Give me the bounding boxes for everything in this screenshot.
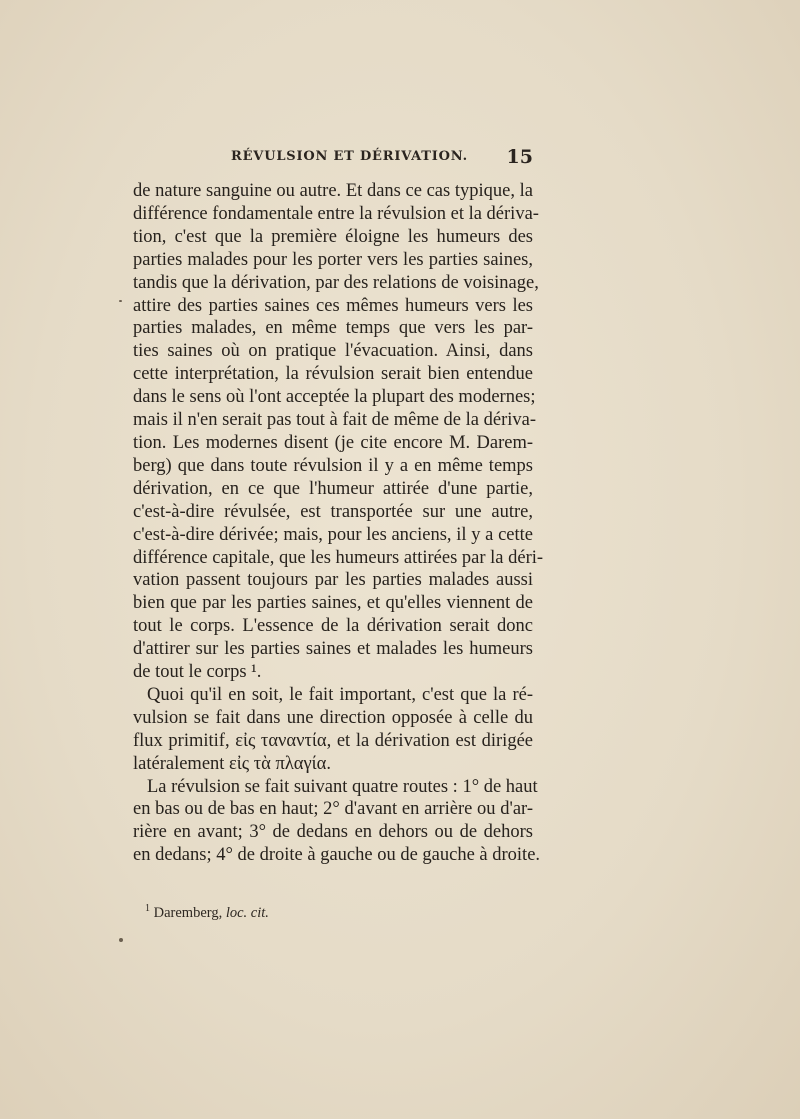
text-line: bien que par les parties saines, et qu'elles viennent de [133,593,533,614]
text-line: mais il n'en serait pas tout à fait de même de la dériva- [133,410,536,431]
footnote-author: Daremberg, [153,904,223,921]
text-line: c'est-à-dire révulsée, est transportée sur une autre, [133,501,533,522]
text-line: parties malades, en même temps que vers les par- [133,318,533,339]
text-line: c'est-à-dire dérivée; mais, pour les anciens, il y a cette [133,524,533,545]
paragraph [133,180,544,684]
text-line: tout le corps. L'essence de la dérivation serait donc [133,616,533,637]
page-header [133,146,533,170]
text-line: différence capitale, que les humeurs attirées par la déri- [133,547,544,568]
text-line: vulsion se fait dans une direction opposée à celle du [133,707,533,728]
text-line: d'attirer sur les parties saines et malades les humeurs [133,639,533,660]
paper-speck [119,938,123,942]
body-text [133,180,544,867]
footnote-reference: loc. cit. [225,904,269,921]
paragraph [133,776,541,868]
text-line: ties saines où on pratique l'évacuation. Ainsi, dans [133,341,533,362]
text-line: vation passent toujours par les parties malades aussi [133,570,533,591]
text-line: parties malades pour les porter vers les parties saines, [133,249,533,270]
text-line: cette interprétation, la révulsion serait bien entendue [133,364,533,385]
text-line: en dedans; 4° de droite à gauche ou de gauche à droite. [133,845,541,866]
paragraph [133,684,533,776]
text-line: de nature sanguine ou autre. Et dans ce cas typique, la [133,181,533,201]
text-line: dérivation, en ce que l'humeur attirée d'une partie, [133,478,533,499]
text-line: tandis que la dérivation, par des relations de voisinage, [133,272,539,293]
text-line: berg) que dans toute révulsion il y a en même temps [133,455,533,476]
text-line: différence fondamentale entre la révulsion et la dériva- [133,203,539,224]
text-line: tion. Les modernes disent (je cite encore M. Darem- [133,432,533,453]
footnote-marker: 1 [145,903,150,914]
text-line: en bas ou de bas en haut; 2° d'avant en arrière ou d'ar- [133,799,533,820]
page-number: 15 [506,146,533,168]
paper-speck [119,300,122,302]
text-line: La révulsion se fait suivant quatre routes : 1° de haut [147,776,538,797]
text-line: flux primitif, εἰς ταναντία, et la dérivation est dirigée [133,730,533,751]
running-title: RÉVULSION ET DÉRIVATION. [231,149,468,164]
text-line: dans le sens où l'ont acceptée la plupart des modernes; [133,387,536,408]
text-line: Quoi qu'il en soit, le fait important, c'est que la ré- [147,684,533,705]
text-line: latéralement εἰς τὰ πλαγία. [133,753,331,774]
text-line: attire des parties saines ces mêmes humeurs vers les [133,295,533,316]
text-line: rière en avant; 3° de dedans en dehors ou de dehors [133,822,533,843]
footnote [145,903,525,922]
text-line: de tout le corps ¹. [133,662,262,683]
text-line: tion, c'est que la première éloigne les humeurs des [133,226,533,247]
